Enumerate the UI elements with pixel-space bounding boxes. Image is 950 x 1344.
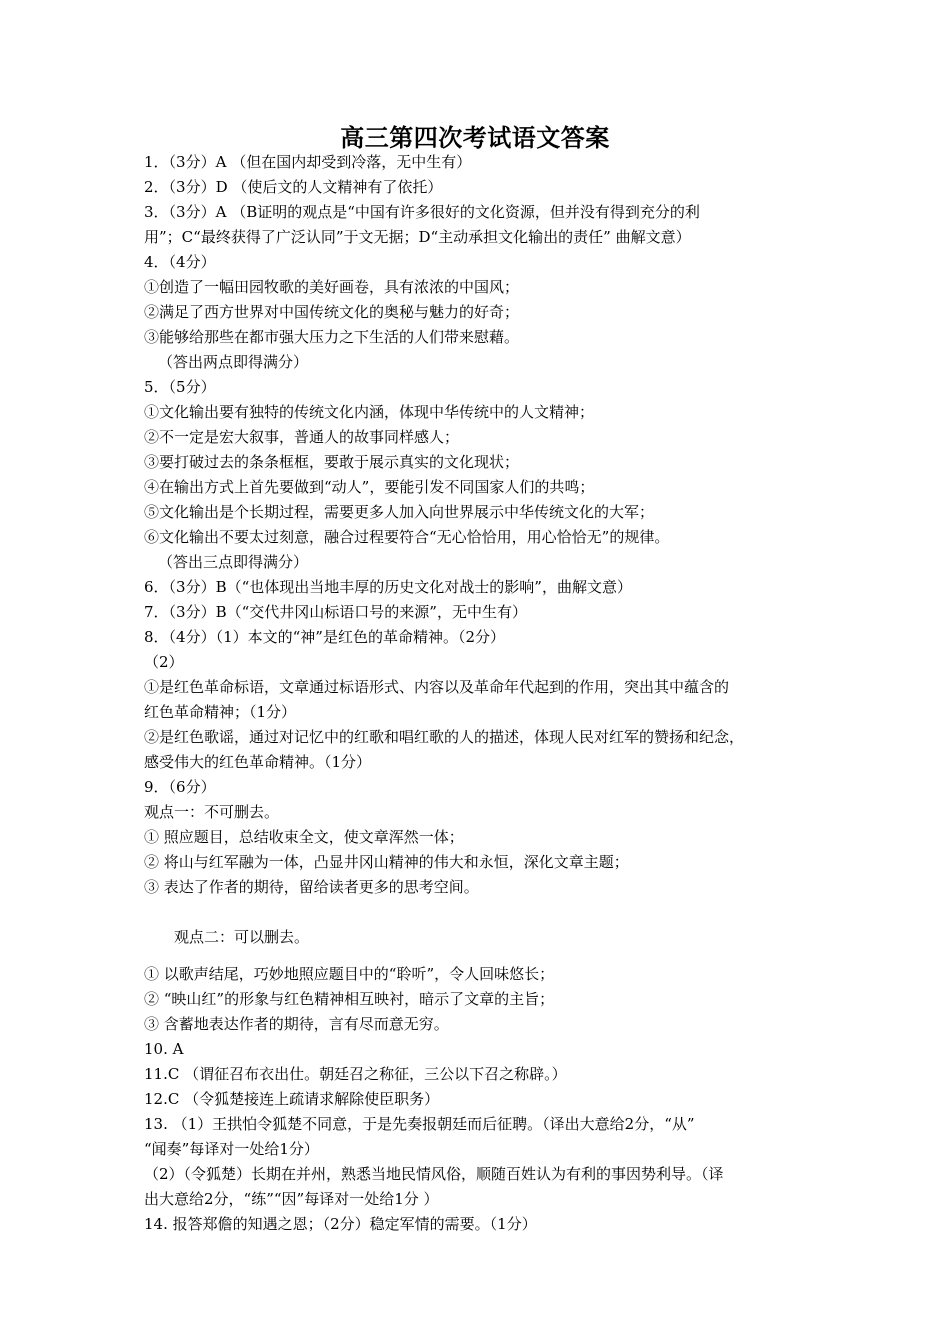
answer-line: ⑤文化输出是个长期过程，需要更多人加入向世界展示中华传统文化的大军； <box>144 503 655 521</box>
answer-line: 12.C （令狐楚接连上疏请求解除使臣职务） <box>144 1090 440 1108</box>
answer-line: 6．（3分）B（“也体现出当地丰厚的历史文化对战士的影响”，曲解文意） <box>144 578 632 596</box>
answer-line: 14. 报答郑儋的知遇之恩；（2分）稳定军情的需要。（1分） <box>144 1215 537 1233</box>
answer-line: 观点二：可以删去。 <box>174 928 310 946</box>
answer-line: ②不一定是宏大叙事，普通人的故事同样感人； <box>144 428 460 446</box>
answer-line: “闻奏”每译对一处给1分） <box>144 1140 319 1158</box>
answer-line: 2．（3分）D （使后文的人文精神有了依托） <box>144 178 443 196</box>
answer-body <box>144 150 814 1237</box>
answer-line: 13. （1）王拱怕令狐楚不同意，于是先奏报朝廷而后征聘。（译出大意给2分，“从” <box>144 1115 695 1133</box>
spacer <box>144 950 814 962</box>
answer-line: 9．（6分） <box>144 778 216 796</box>
answer-line: ①创造了一幅田园牧歌的美好画卷，具有浓浓的中国风； <box>144 278 520 296</box>
answer-line: ② “映山红”的形象与红色精神相互映衬，暗示了文章的主旨； <box>144 990 555 1008</box>
answer-line: 4．（4分） <box>144 253 216 271</box>
answer-line: ④在输出方式上首先要做到“动人”，要能引发不同国家人们的共鸣； <box>144 478 595 496</box>
answer-line: ③ 含蓄地表达作者的期待，言有尽而意无穷。 <box>144 1015 449 1033</box>
answer-line: ③要打破过去的条条框框，要敢于展示真实的文化现状； <box>144 453 520 471</box>
answer-line: ①文化输出要有独特的传统文化内涵，体现中华传统中的人文精神； <box>144 403 595 421</box>
answer-line: 11.C （谓征召布衣出仕。朝廷召之称征，三公以下召之称辟。） <box>144 1065 567 1083</box>
answer-line: （2）（令狐楚）长期在并州，熟悉当地民情风俗，顺随百姓认为有利的事因势利导。（译 <box>144 1165 724 1183</box>
answer-line: 感受伟大的红色革命精神。（1分） <box>144 753 372 771</box>
answer-line: ① 照应题目，总结收束全文，使文章浑然一体； <box>144 828 464 846</box>
answer-line: ②是红色歌谣，通过对记忆中的红歌和唱红歌的人的描述，体现人民对红军的赞扬和纪念， <box>144 728 745 746</box>
answer-line: 1．（3分）A （但在国内却受到冷落，无中生有） <box>144 153 472 171</box>
answer-line: 出大意给2分，“练”“因”每译对一处给1分 ） <box>144 1190 439 1208</box>
answer-line: 7．（3分）B（“交代井冈山标语口号的来源”，无中生有） <box>144 603 527 621</box>
answer-line: ① 以歌声结尾，巧妙地照应题目中的“聆听”，令人回味悠长； <box>144 965 555 983</box>
spacer <box>144 900 814 925</box>
answer-note: （答出三点即得满分） <box>158 553 309 571</box>
answer-line: 红色革命精神；（1分） <box>144 703 297 721</box>
answer-line: ⑥文化输出不要太过刻意，融合过程要符合“无心恰恰用，用心恰恰无”的规律。 <box>144 528 670 546</box>
answer-line: ①是红色革命标语，文章通过标语形式、内容以及革命年代起到的作用，突出其中蕴含的 <box>144 678 730 696</box>
answer-line: 10. A <box>144 1040 184 1058</box>
answer-line: 观点一：不可删去。 <box>144 803 280 821</box>
answer-line: ②满足了西方世界对中国传统文化的奥秘与魅力的好奇； <box>144 303 520 321</box>
document-title: 高三第四次考试语文答案 <box>340 123 610 152</box>
answer-line: 3．（3分）A （B证明的观点是“中国有许多很好的文化资源，但并没有得到充分的利 <box>144 203 700 221</box>
answer-note: （答出两点即得满分） <box>158 353 309 371</box>
answer-line: ③ 表达了作者的期待，留给读者更多的思考空间。 <box>144 878 479 896</box>
answer-line: 8．（4分）（1）本文的“神”是红色的革命精神。（2分） <box>144 628 506 646</box>
answer-line: （2） <box>144 653 184 671</box>
answer-line: ③能够给那些在都市强大压力之下生活的人们带来慰藉。 <box>144 328 520 346</box>
answer-line: 用”；C“最终获得了广泛认同”于文无据；D“主动承担文化输出的责任” 曲解文意） <box>144 228 691 246</box>
answer-line: ② 将山与红军融为一体，凸显井冈山精神的伟大和永恒，深化文章主题； <box>144 853 629 871</box>
answer-line: 5．（5分） <box>144 378 216 396</box>
